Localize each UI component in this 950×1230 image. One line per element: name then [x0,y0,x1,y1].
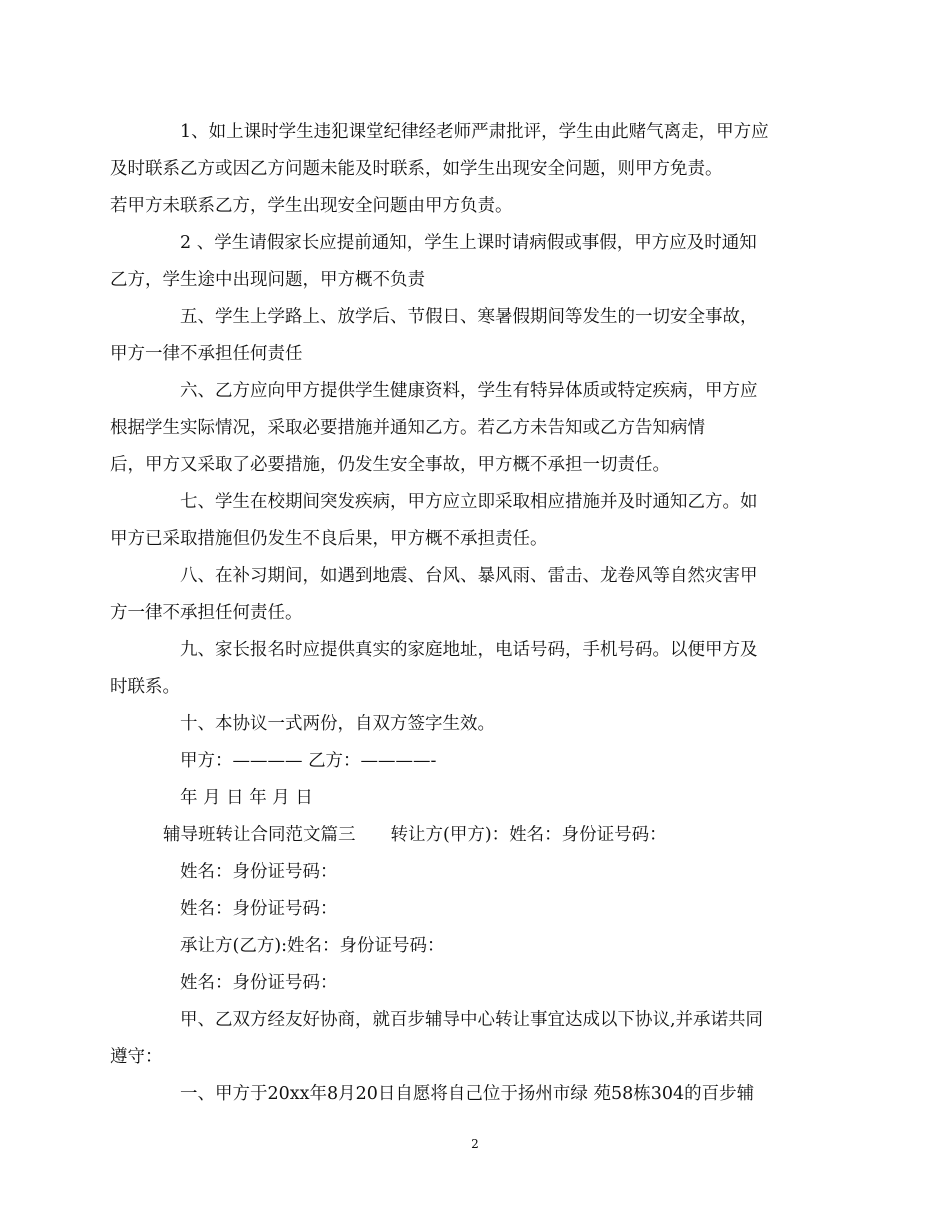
paragraph-clause-9 [110,632,810,706]
paragraph-agreement-intro [110,1002,810,1076]
paragraph-clause-10 [145,706,810,743]
text-line: 姓名：身份证号码： [180,862,338,882]
text-line: 承让方(乙方):姓名：身份证号码： [180,936,445,956]
text-line: 姓名：身份证号码： [180,899,338,919]
text-line: 及时联系乙方或因乙方问题未能及时联系，如学生出现安全问题，则甲方免责。 [110,159,723,179]
party-name-line [145,965,810,1002]
party-name-line [145,854,810,891]
paragraph-clause-8 [110,558,810,632]
paragraph-clause-2 [110,225,810,299]
text-line: 时联系。 [110,677,180,697]
party-name-line [145,891,810,928]
party-name-line [145,928,810,965]
text-line: 2 、学生请假家长应提前通知，学生上课时请病假或事假，甲方应及时通知 [180,233,757,253]
paragraph-clause-7 [110,484,810,558]
signature-line [145,743,810,780]
text-line: 1、如上课时学生违犯课堂纪律经老师严肃批评，学生由此赌气离走，甲方应 [180,122,769,142]
text-line: 一、甲方于20xx年8月20日自愿将自己位于扬州市绿 苑58栋304的百步辅 [180,1084,755,1104]
text-line: 遵守： [110,1047,163,1067]
paragraph-clause-6 [110,373,810,484]
date-line [145,780,810,817]
text-line: 根据学生实际情况，采取必要措施并通知乙方。若乙方未告知或乙方告知病情 [110,418,705,438]
text-line: 九、家长报名时应提供真实的家庭地址，电话号码，手机号码。以便甲方及 [180,640,758,660]
paragraph-clause-5 [110,299,810,373]
paragraph-article-1 [145,1076,810,1113]
text-line: 姓名：身份证号码： [180,973,338,993]
page-number: 2 [471,1137,479,1151]
section-heading-line [145,817,810,854]
paragraph-clause-1 [110,114,810,225]
text-line: 甲方已采取措施但仍发生不良后果，甲方概不承担责任。 [110,529,548,549]
text-line: 甲方一律不承担任何责任 [110,344,303,364]
text-line: 甲、乙双方经友好协商，就百步辅导中心转让事宜达成以下协议,并承诺共同 [180,1010,764,1030]
text-line: 后，甲方又采取了必要措施，仍发生安全事故，甲方概不承担一切责任。 [110,455,670,475]
text-line: 辅导班转让合同范文篇三 转让方(甲方)：姓名：身份证号码： [163,825,667,845]
text-line: 方一律不承担任何责任。 [110,603,303,623]
text-line: 五、学生上学路上、放学后、节假日、寒暑假期间等发生的一切安全事故， [180,307,758,327]
text-line: 十、本协议一式两份，自双方签字生效。 [180,714,495,734]
text-line: 甲方：———— 乙方：————- [180,751,437,771]
text-line: 乙方，学生途中出现问题，甲方概不负责 [110,270,425,290]
text-line: 八、在补习期间，如遇到地震、台风、暴风雨、雷击、龙卷风等自然灾害甲 [180,566,758,586]
text-line: 七、学生在校期间突发疾病，甲方应立即采取相应措施并及时通知乙方。如 [180,492,758,512]
document-body [110,114,810,1113]
text-line: 若甲方未联系乙方，学生出现安全问题由甲方负责。 [110,196,513,216]
text-line: 六、乙方应向甲方提供学生健康资料，学生有特异体质或特定疾病，甲方应 [180,381,758,401]
text-line: 年 月 日 年 月 日 [180,788,313,808]
